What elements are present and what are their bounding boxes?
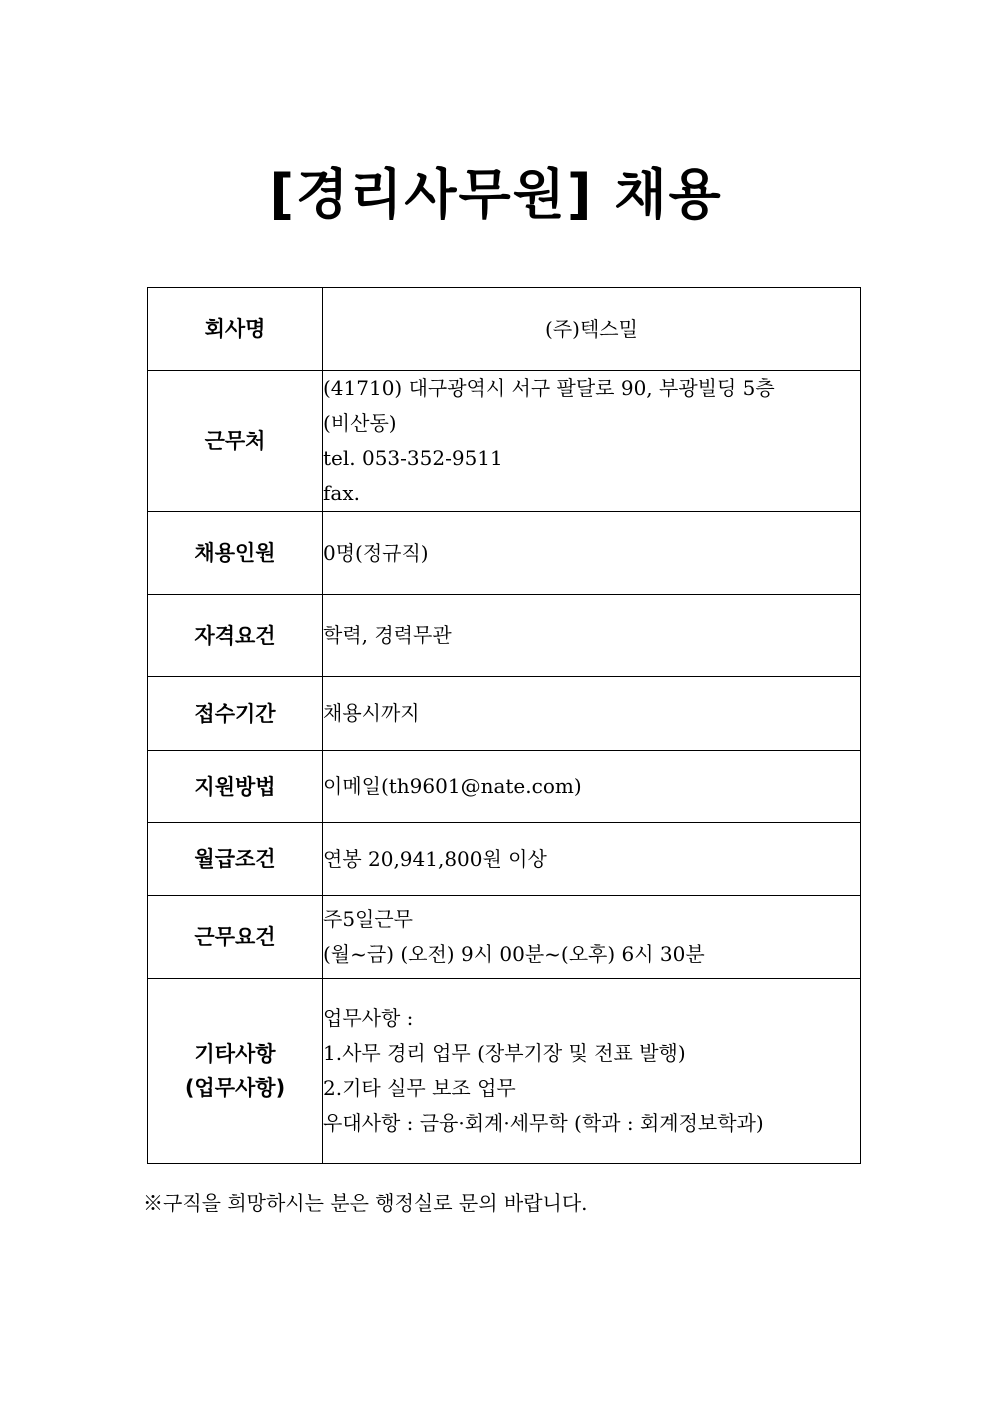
- headcount-text: 0명(정규직): [323, 540, 429, 565]
- table-row-application-period: [148, 677, 861, 751]
- value-qualifications: [323, 595, 861, 677]
- value-work-conditions: [323, 896, 861, 979]
- table-row-application-method: [148, 751, 861, 823]
- qualifications-text: 학력, 경력무관: [323, 623, 452, 647]
- label-other-details: [148, 979, 323, 1164]
- recruitment-info-table: [147, 287, 861, 1164]
- label-work-conditions: 근무요건: [148, 896, 323, 979]
- duties-heading: 업무사항 :: [323, 1006, 414, 1030]
- value-workplace: [323, 371, 861, 512]
- table-row-company: [148, 288, 861, 371]
- application-method-text: 이메일(th9601@nate.com): [323, 774, 582, 798]
- label-application-method: 지원방법: [148, 751, 323, 823]
- workplace-address: (41710) 대구광역시 서구 팔달로 90, 부광빌딩 5층: [323, 376, 775, 400]
- label-application-period: 접수기간: [148, 677, 323, 751]
- page-title: [경리사무원] 채용: [269, 163, 723, 226]
- duty-item-2: 2.기타 실무 보조 업무: [323, 1076, 516, 1100]
- salary-text: 연봉 20,941,800원 이상: [323, 846, 547, 871]
- value-headcount: [323, 512, 861, 595]
- duty-item-1: 1.사무 경리 업무 (장부기장 및 전표 발행): [323, 1041, 686, 1065]
- application-period-text: 채용시까지: [323, 701, 420, 725]
- footnote: ※구직을 희망하시는 분은 행정실로 문의 바랍니다.: [143, 1191, 588, 1215]
- label-qualifications: 자격요건: [148, 595, 323, 677]
- label-headcount: 채용인원: [148, 512, 323, 595]
- table-row-salary: [148, 823, 861, 896]
- label-workplace: 근무처: [148, 371, 323, 512]
- label-other-details-line1: 기타사항: [194, 1042, 276, 1066]
- preferred-qualifications: 우대사항 : 금융·회계·세무학 (학과 : 회계정보학과): [323, 1111, 764, 1135]
- value-other-details: [323, 979, 861, 1164]
- value-application-period: [323, 677, 861, 751]
- label-other-details-line2: (업무사항): [184, 1076, 286, 1100]
- label-company-name: 회사명: [148, 288, 323, 371]
- table-row-other-details: [148, 979, 861, 1164]
- work-conditions-hours: (월~금) (오전) 9시 00분~(오후) 6시 30분: [323, 942, 705, 966]
- table-row-workplace: [148, 371, 861, 512]
- table-row-headcount: [148, 512, 861, 595]
- table-row-work-conditions: [148, 896, 861, 979]
- value-company-name: [323, 288, 861, 371]
- company-name-text: (주)텍스밀: [545, 316, 638, 341]
- workplace-district: (비산동): [323, 411, 397, 435]
- label-salary: 월급조건: [148, 823, 323, 896]
- workplace-tel: tel. 053-352-9511: [323, 446, 503, 470]
- workplace-fax: fax.: [323, 481, 360, 505]
- table-row-qualifications: [148, 595, 861, 677]
- value-salary: [323, 823, 861, 896]
- work-conditions-days: 주5일근무: [323, 907, 414, 931]
- value-application-method: [323, 751, 861, 823]
